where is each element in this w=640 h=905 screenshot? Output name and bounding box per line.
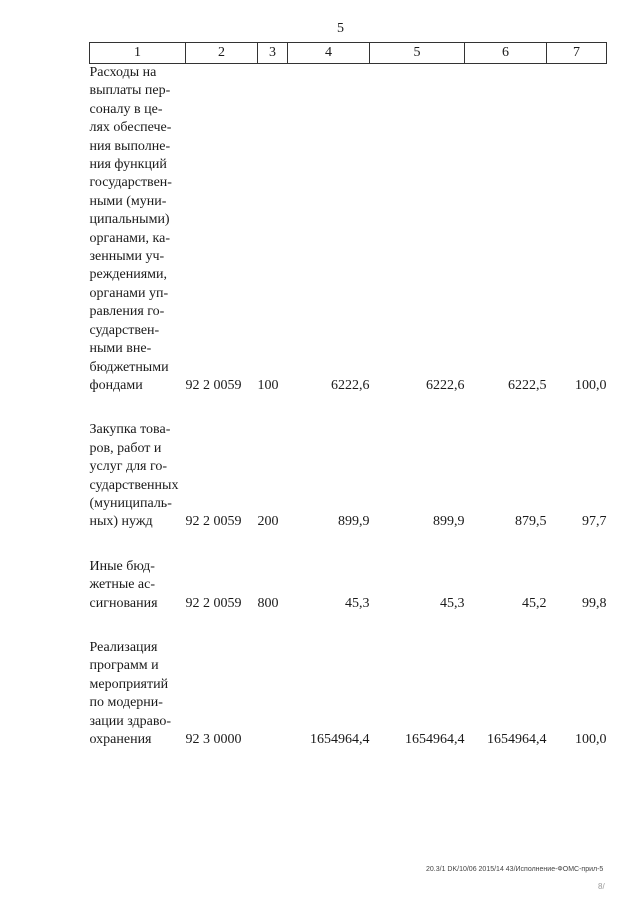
- column-5-value: 45,3: [440, 595, 465, 611]
- expense-type-cell: 200: [257, 514, 279, 530]
- column-6-value: 6222,5: [508, 377, 547, 393]
- expense-type-cell: 800: [257, 595, 279, 611]
- budget-execution-table: [89, 42, 607, 749]
- column-6-value: 45,2: [522, 595, 547, 611]
- corner-mark: 8/: [598, 882, 605, 891]
- expense-name-cell: [90, 64, 186, 396]
- execution-percent-value: 100,0: [575, 732, 607, 747]
- target-article-cell: 92 2 0059: [185, 514, 242, 530]
- column-header: 4: [288, 43, 370, 64]
- expense-name-cell: [90, 558, 186, 613]
- table-row: [90, 639, 607, 749]
- expense-name-line: ных) нужд: [89, 514, 153, 530]
- expense-name-line: жетные ас-: [89, 577, 156, 593]
- expense-name-line: равления го-: [89, 304, 165, 320]
- column-number-row: [90, 43, 607, 64]
- column-header: 1: [90, 43, 186, 64]
- column-4-value: 1654964,4: [310, 732, 370, 747]
- expense-name-line: по модерни-: [89, 695, 163, 711]
- column-5-value: 1654964,4: [405, 732, 465, 747]
- expense-name-line: зенными уч-: [89, 249, 165, 265]
- column-header: 3: [258, 43, 288, 64]
- document-footer: 20.3/1 DK/10/06 2015/14 43/Исполнение-ФОМС-прил-5: [426, 866, 604, 873]
- expense-name-line: сударственных: [89, 477, 179, 493]
- expense-name-line: выплаты пер-: [89, 83, 171, 99]
- table-row: [90, 421, 607, 531]
- row-spacer: [90, 532, 607, 558]
- expense-name-line: бюджетными: [89, 359, 169, 375]
- column-6-value: 1654964,4: [487, 732, 547, 747]
- column-header: 2: [186, 43, 258, 64]
- expense-name-line: зации здраво-: [89, 713, 172, 729]
- column-header: 6: [465, 43, 547, 64]
- target-article-cell: 92 3 0000: [185, 732, 242, 747]
- row-spacer: [90, 395, 607, 421]
- expense-type-cell: 100: [257, 377, 279, 393]
- column-4-value: 6222,6: [331, 377, 370, 393]
- column-6-value: 879,5: [515, 514, 547, 530]
- page-number: 5: [337, 21, 344, 36]
- execution-percent-value: 97,7: [582, 514, 607, 530]
- expense-name-line: лях обеспече-: [89, 120, 172, 136]
- expense-name-cell: [90, 421, 186, 531]
- expense-name-line: программ и: [89, 658, 159, 674]
- column-4-value: 899,9: [338, 514, 370, 530]
- expense-name-line: реждениями,: [89, 267, 167, 283]
- expense-name-line: ров, работ и: [89, 440, 162, 456]
- expense-name-line: сигнования: [89, 595, 158, 611]
- expense-name-line: ния выполне-: [89, 138, 171, 154]
- table-row: [90, 64, 607, 396]
- expense-name-line: Реализация: [89, 639, 158, 655]
- expense-name-line: органами уп-: [89, 285, 169, 301]
- target-article-cell: 92 2 0059: [185, 377, 242, 393]
- execution-percent-value: 99,8: [582, 595, 607, 611]
- column-5-value: 6222,6: [426, 377, 465, 393]
- target-article-cell: 92 2 0059: [185, 595, 242, 611]
- expense-name-line: органами, ка-: [89, 230, 170, 246]
- expense-name-line: Закупка това-: [89, 422, 171, 438]
- table-row: [90, 558, 607, 613]
- row-spacer: [90, 613, 607, 639]
- column-header: 7: [547, 43, 607, 64]
- expense-name-line: (муниципаль-: [89, 495, 172, 511]
- expense-name-line: сударствен-: [89, 322, 160, 338]
- expense-name-line: государствен-: [89, 175, 172, 191]
- expense-name-line: ными (муни-: [89, 193, 167, 209]
- expense-name-cell: [90, 639, 186, 749]
- expense-name-line: фондами: [89, 377, 143, 393]
- column-5-value: 899,9: [433, 514, 465, 530]
- expense-name-line: ципальными): [89, 212, 170, 228]
- expense-name-line: охранения: [89, 732, 152, 747]
- expense-name-line: Расходы на: [89, 65, 157, 80]
- expense-name-line: Иные бюд-: [89, 558, 155, 574]
- expense-name-line: услуг для го-: [89, 459, 168, 475]
- column-4-value: 45,3: [345, 595, 370, 611]
- expense-name-line: мероприятий: [89, 676, 169, 692]
- expense-name-line: соналу в це-: [89, 101, 163, 117]
- column-header: 5: [370, 43, 465, 64]
- table-body: [90, 64, 607, 750]
- expense-name-line: ными вне-: [89, 341, 152, 357]
- expense-name-line: ния функций: [89, 157, 167, 173]
- expense-type-cell: [258, 639, 288, 749]
- execution-percent-value: 100,0: [575, 377, 607, 393]
